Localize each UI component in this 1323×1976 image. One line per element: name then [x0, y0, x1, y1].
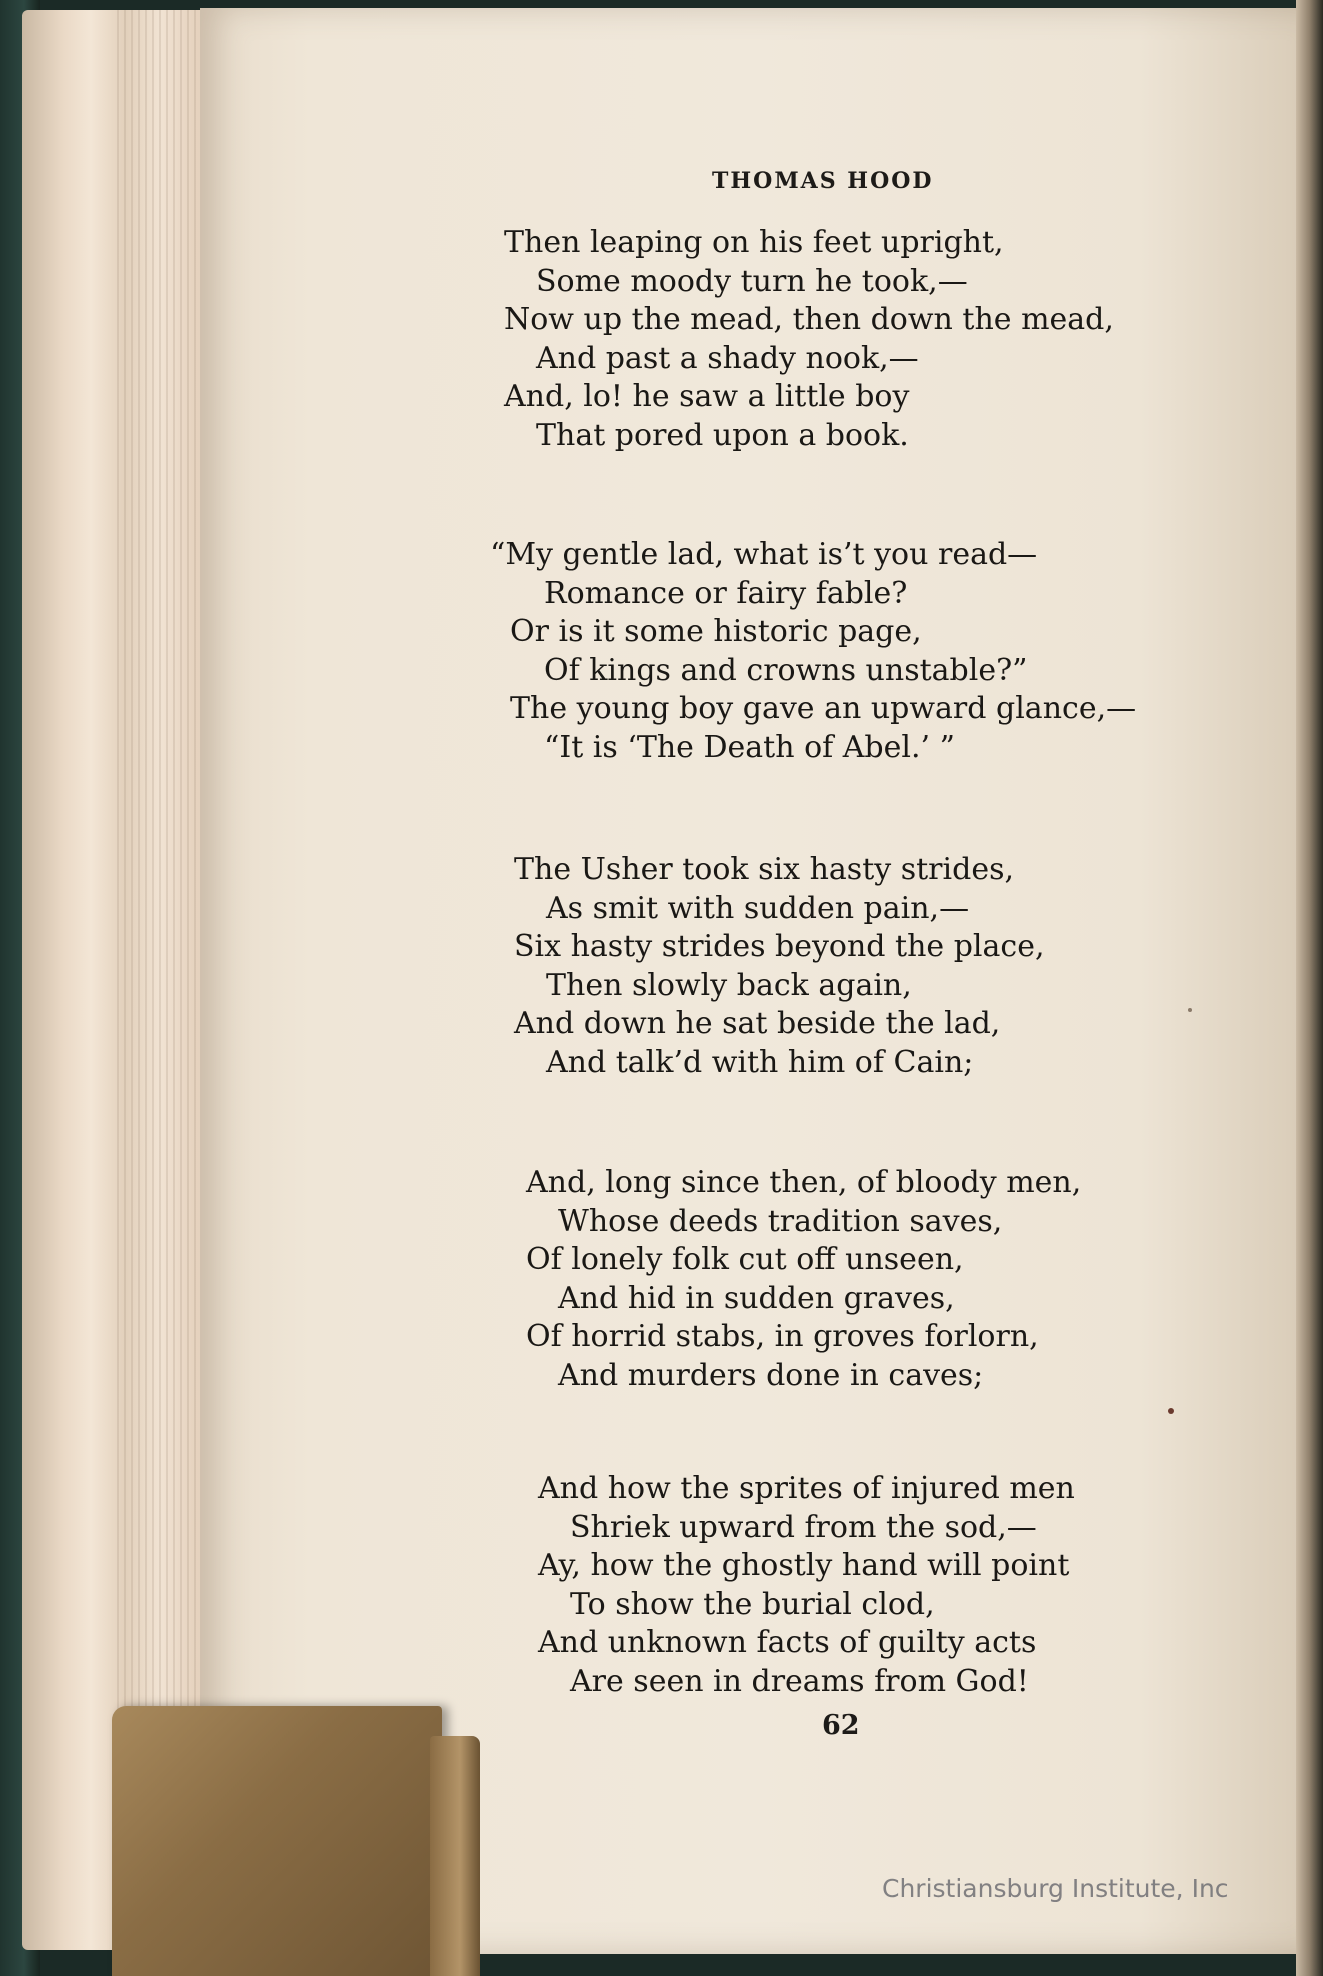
poem-line: That pored upon a book.	[536, 417, 909, 453]
poem-line: Of horrid stabs, in groves forlorn,	[526, 1319, 1039, 1355]
poem-line: Of kings and crowns unstable?”	[544, 652, 1028, 688]
stanza-3	[514, 851, 1045, 1083]
poem-line: And, long since then, of bloody men,	[526, 1165, 1082, 1200]
watermark: Christiansburg Institute, Inc	[882, 1874, 1229, 1903]
poem-line: Or is it some historic page,	[510, 614, 922, 650]
poem-line: Six hasty strides beyond the place,	[514, 929, 1045, 965]
poem-line: And, lo! he saw a little boy	[504, 379, 910, 415]
poem-line: Then leaping on his feet upright,	[504, 225, 1004, 260]
poem-line: Ay, how the ghostly hand will point	[538, 1548, 1070, 1584]
running-head: THOMAS HOOD	[712, 168, 934, 194]
paper-speck	[1188, 1008, 1192, 1012]
poem-line: And talk’d with him of Cain;	[546, 1044, 974, 1080]
poem-line: And hid in sudden graves,	[558, 1280, 955, 1316]
poem-line: Shriek upward from the sod,—	[570, 1509, 1037, 1545]
poem-line: Romance or fairy fable?	[544, 575, 908, 611]
poem-line: And how the sprites of injured men	[538, 1471, 1075, 1506]
poem-line: The young boy gave an upward glance,—	[510, 691, 1137, 727]
bookmark-block	[112, 1706, 442, 1976]
poem-line: Of lonely folk cut off unseen,	[526, 1242, 964, 1278]
poem-line: The Usher took six hasty strides,	[514, 852, 1015, 887]
poem-line: And murders done in caves;	[558, 1357, 984, 1393]
poem-line: “It is ‘The Death of Abel.’ ”	[544, 729, 955, 765]
poem-line: Are seen in dreams from God!	[570, 1663, 1029, 1699]
paper-speck	[1168, 1408, 1174, 1414]
poem-line: As smit with sudden pain,—	[546, 890, 970, 926]
page-number: 62	[822, 1710, 860, 1741]
bookmark-block-side	[430, 1736, 480, 1976]
poem-line: Then slowly back again,	[546, 967, 912, 1003]
poem-line: Some moody turn he took,—	[536, 263, 968, 299]
stanza-2	[490, 536, 1136, 768]
poem-line: And down he sat beside the lad,	[514, 1006, 1001, 1042]
facing-page-edge	[1296, 0, 1323, 1976]
stanza-4	[526, 1164, 1081, 1396]
poem-line: Now up the mead, then down the mead,	[504, 302, 1114, 338]
poem-line: “My gentle lad, what is’t you read—	[490, 537, 1038, 572]
poem-line: And unknown facts of guilty acts	[538, 1625, 1037, 1661]
poem-line: And past a shady nook,—	[536, 340, 919, 376]
poem-line: Whose deeds tradition saves,	[558, 1203, 1003, 1239]
stanza-5	[538, 1470, 1075, 1702]
stanza-1	[504, 224, 1114, 456]
poem-line: To show the burial clod,	[570, 1586, 935, 1622]
